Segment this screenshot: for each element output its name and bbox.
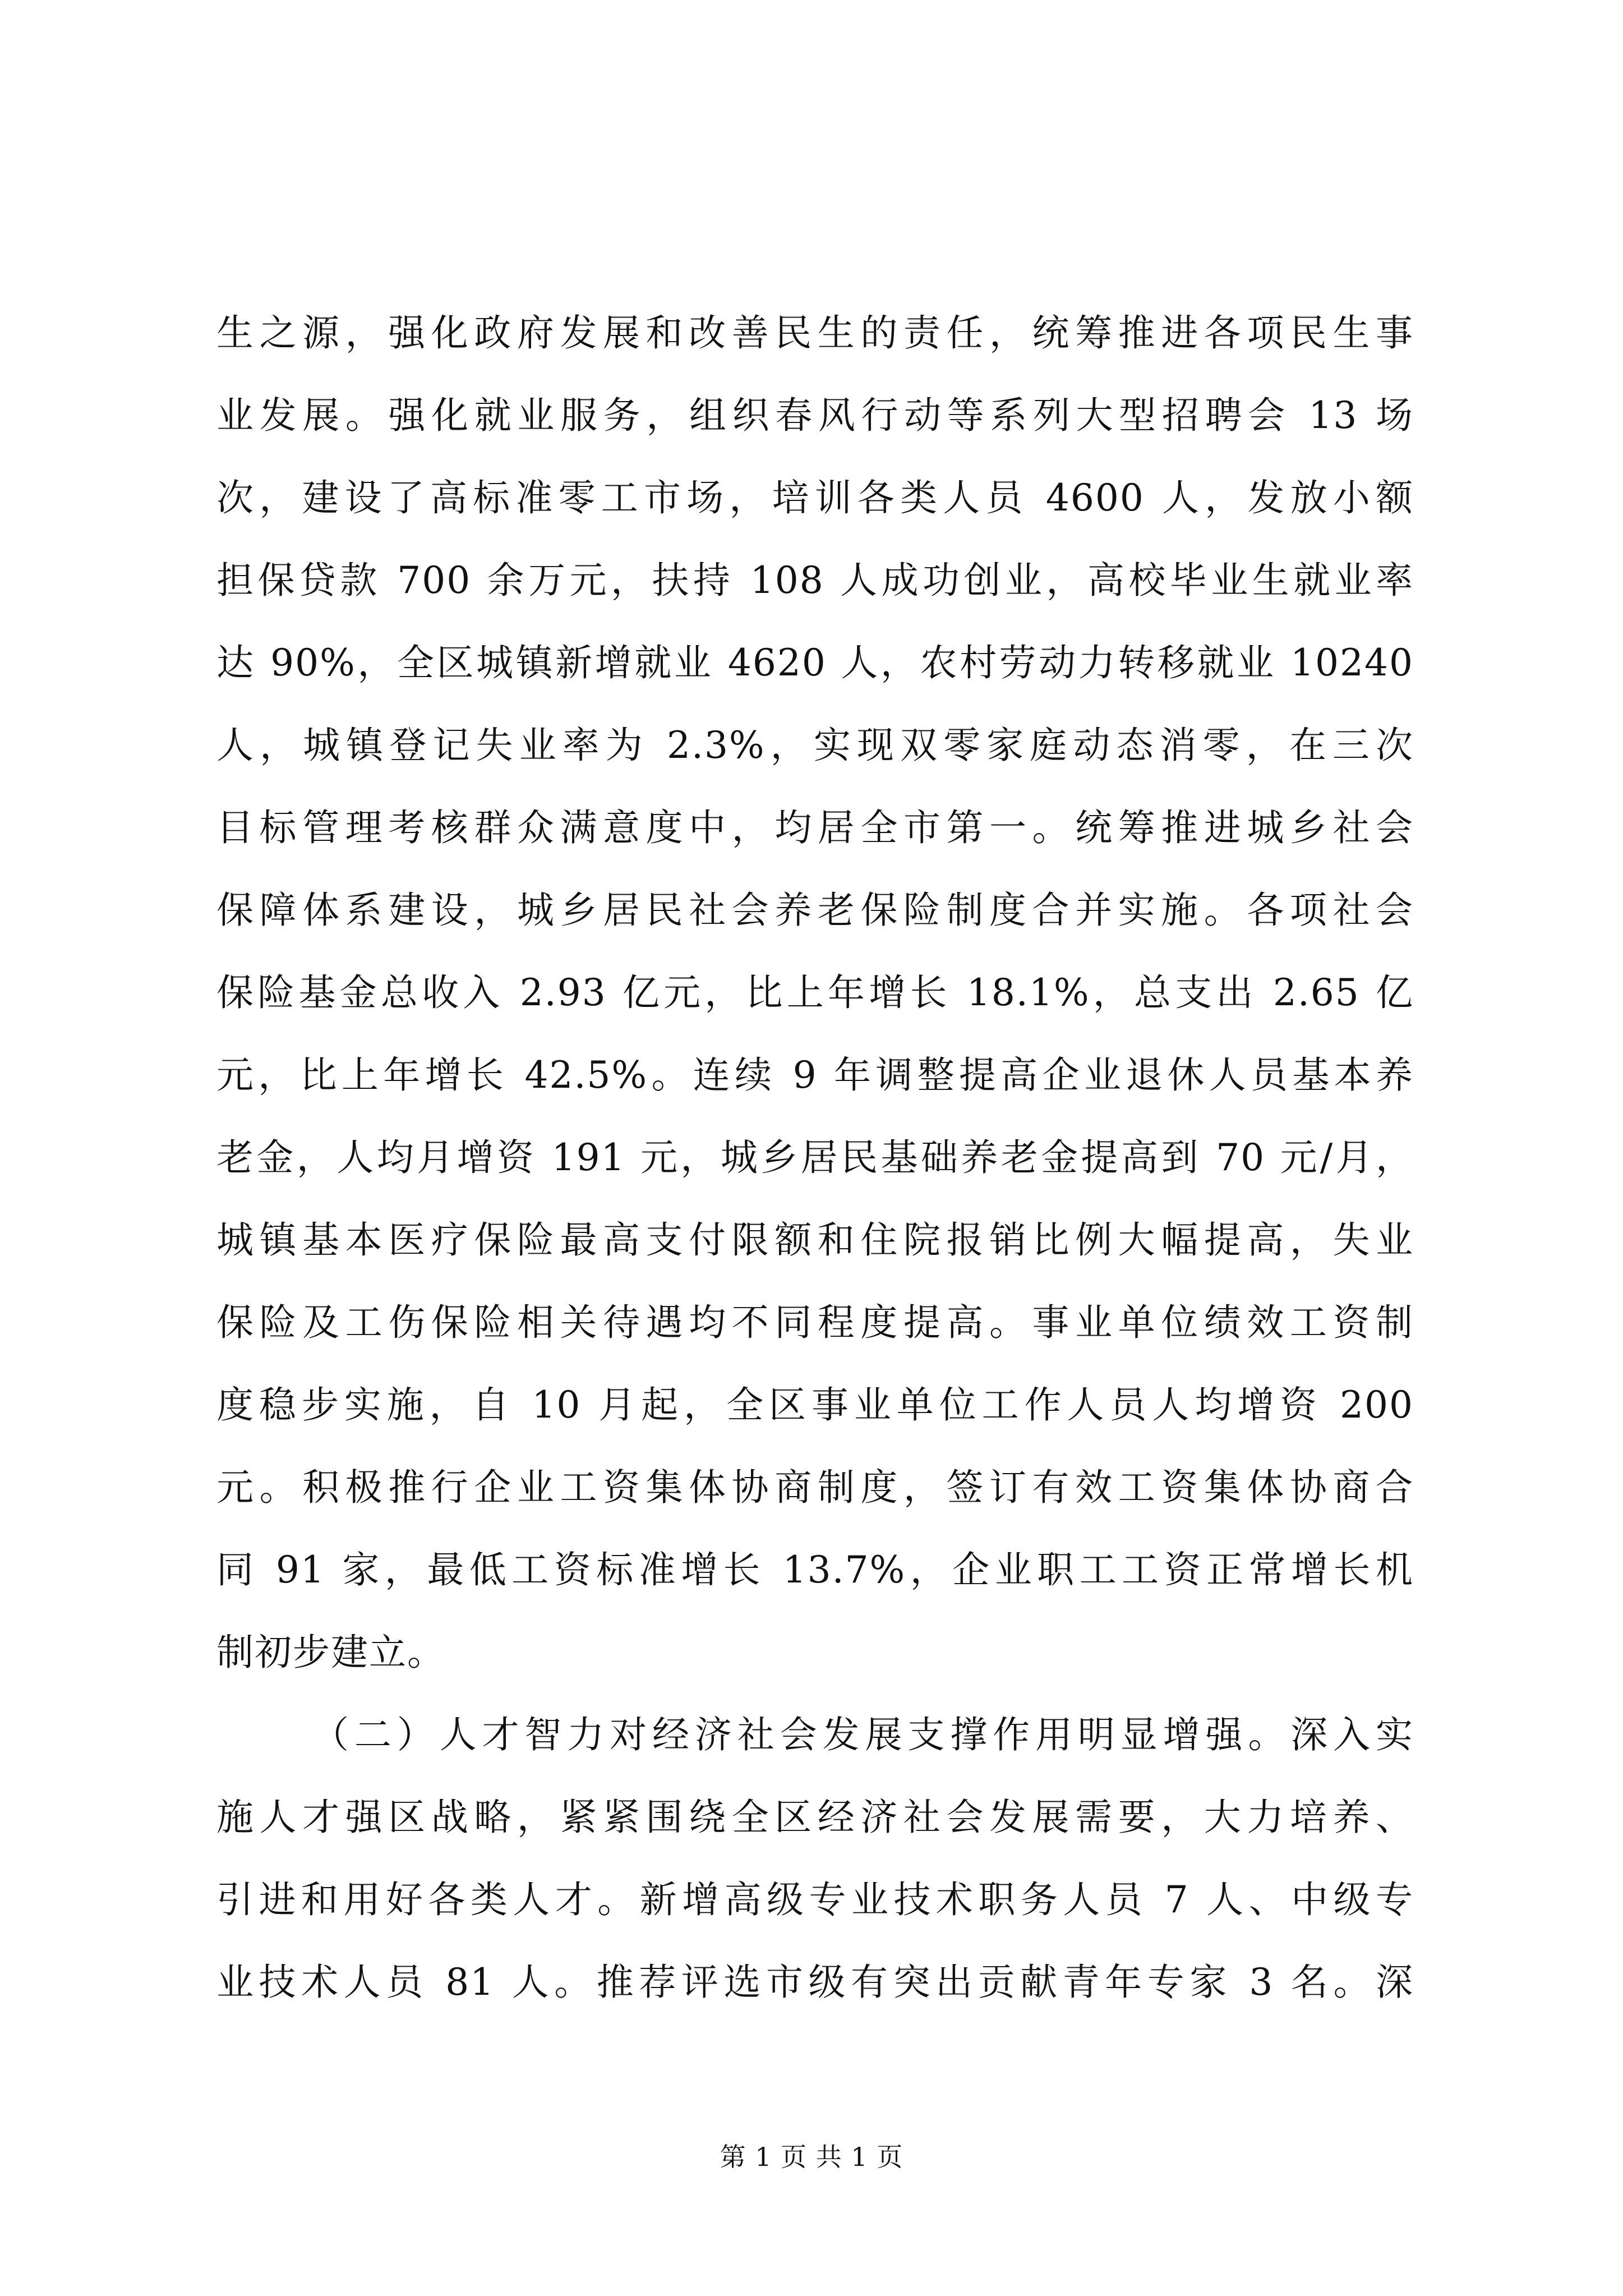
text-line: （二）人才智力对经济社会发展支撑作用明显增强。深入实 — [312, 1713, 1414, 1756]
text-line: 度稳步实施，自 10 月起，全区事业单位工作人员人均增资 200 — [216, 1383, 1414, 1427]
text-line: 达 90%，全区城镇新增就业 4620 人，农村劳动力转移就业 10240 — [216, 641, 1414, 684]
text-line: 施人才强区战略，紧紧围绕全区经济社会发展需要，大力培养、 — [216, 1796, 1414, 1839]
text-line: 制初步建立。 — [216, 1631, 445, 1674]
text-line: 次，建设了高标准零工市场，培训各类人员 4600 人，发放小额 — [216, 476, 1414, 519]
text-line: 同 91 家，最低工资标准增长 13.7%，企业职工工资正常增长机 — [216, 1548, 1414, 1591]
text-line: 城镇基本医疗保险最高支付限额和住院报销比例大幅提高，失业 — [216, 1218, 1414, 1262]
text-line: 人，城镇登记失业率为 2.3%，实现双零家庭动态消零，在三次 — [216, 724, 1414, 767]
body-text — [216, 292, 1414, 2023]
text-line: 目标管理考核群众满意度中，均居全市第一。统筹推进城乡社会 — [216, 806, 1414, 849]
page-number-label: 第 1 页 共 1 页 — [720, 2142, 903, 2172]
text-line: 业技术人员 81 人。推荐评选市级有突出贡献青年专家 3 名。深 — [216, 1961, 1414, 2004]
text-line: 保险基金总收入 2.93 亿元，比上年增长 18.1%，总支出 2.65 亿 — [216, 971, 1414, 1014]
text-line: 生之源，强化政府发展和改善民生的责任，统筹推进各项民生事 — [216, 311, 1414, 355]
text-line: 引进和用好各类人才。新增高级专业技术职务人员 7 人、中级专 — [216, 1878, 1414, 1921]
text-line: 元，比上年增长 42.5%。连续 9 年调整提高企业退休人员基本养 — [216, 1053, 1414, 1097]
text-line: 保障体系建设，城乡居民社会养老保险制度合并实施。各项社会 — [216, 889, 1414, 932]
text-line: 业发展。强化就业服务，组织春风行动等系列大型招聘会 13 场 — [216, 394, 1414, 437]
page-footer — [0, 2140, 1623, 2174]
text-line: 元。积极推行企业工资集体协商制度，签订有效工资集体协商合 — [216, 1466, 1414, 1509]
text-line: 老金，人均月增资 191 元，城乡居民基础养老金提高到 70 元/月， — [216, 1136, 1414, 1179]
text-line: 保险及工伤保险相关待遇均不同程度提高。事业单位绩效工资制 — [216, 1301, 1414, 1344]
text-line: 担保贷款 700 余万元，扶持 108 人成功创业，高校毕业生就业率 — [216, 559, 1414, 602]
